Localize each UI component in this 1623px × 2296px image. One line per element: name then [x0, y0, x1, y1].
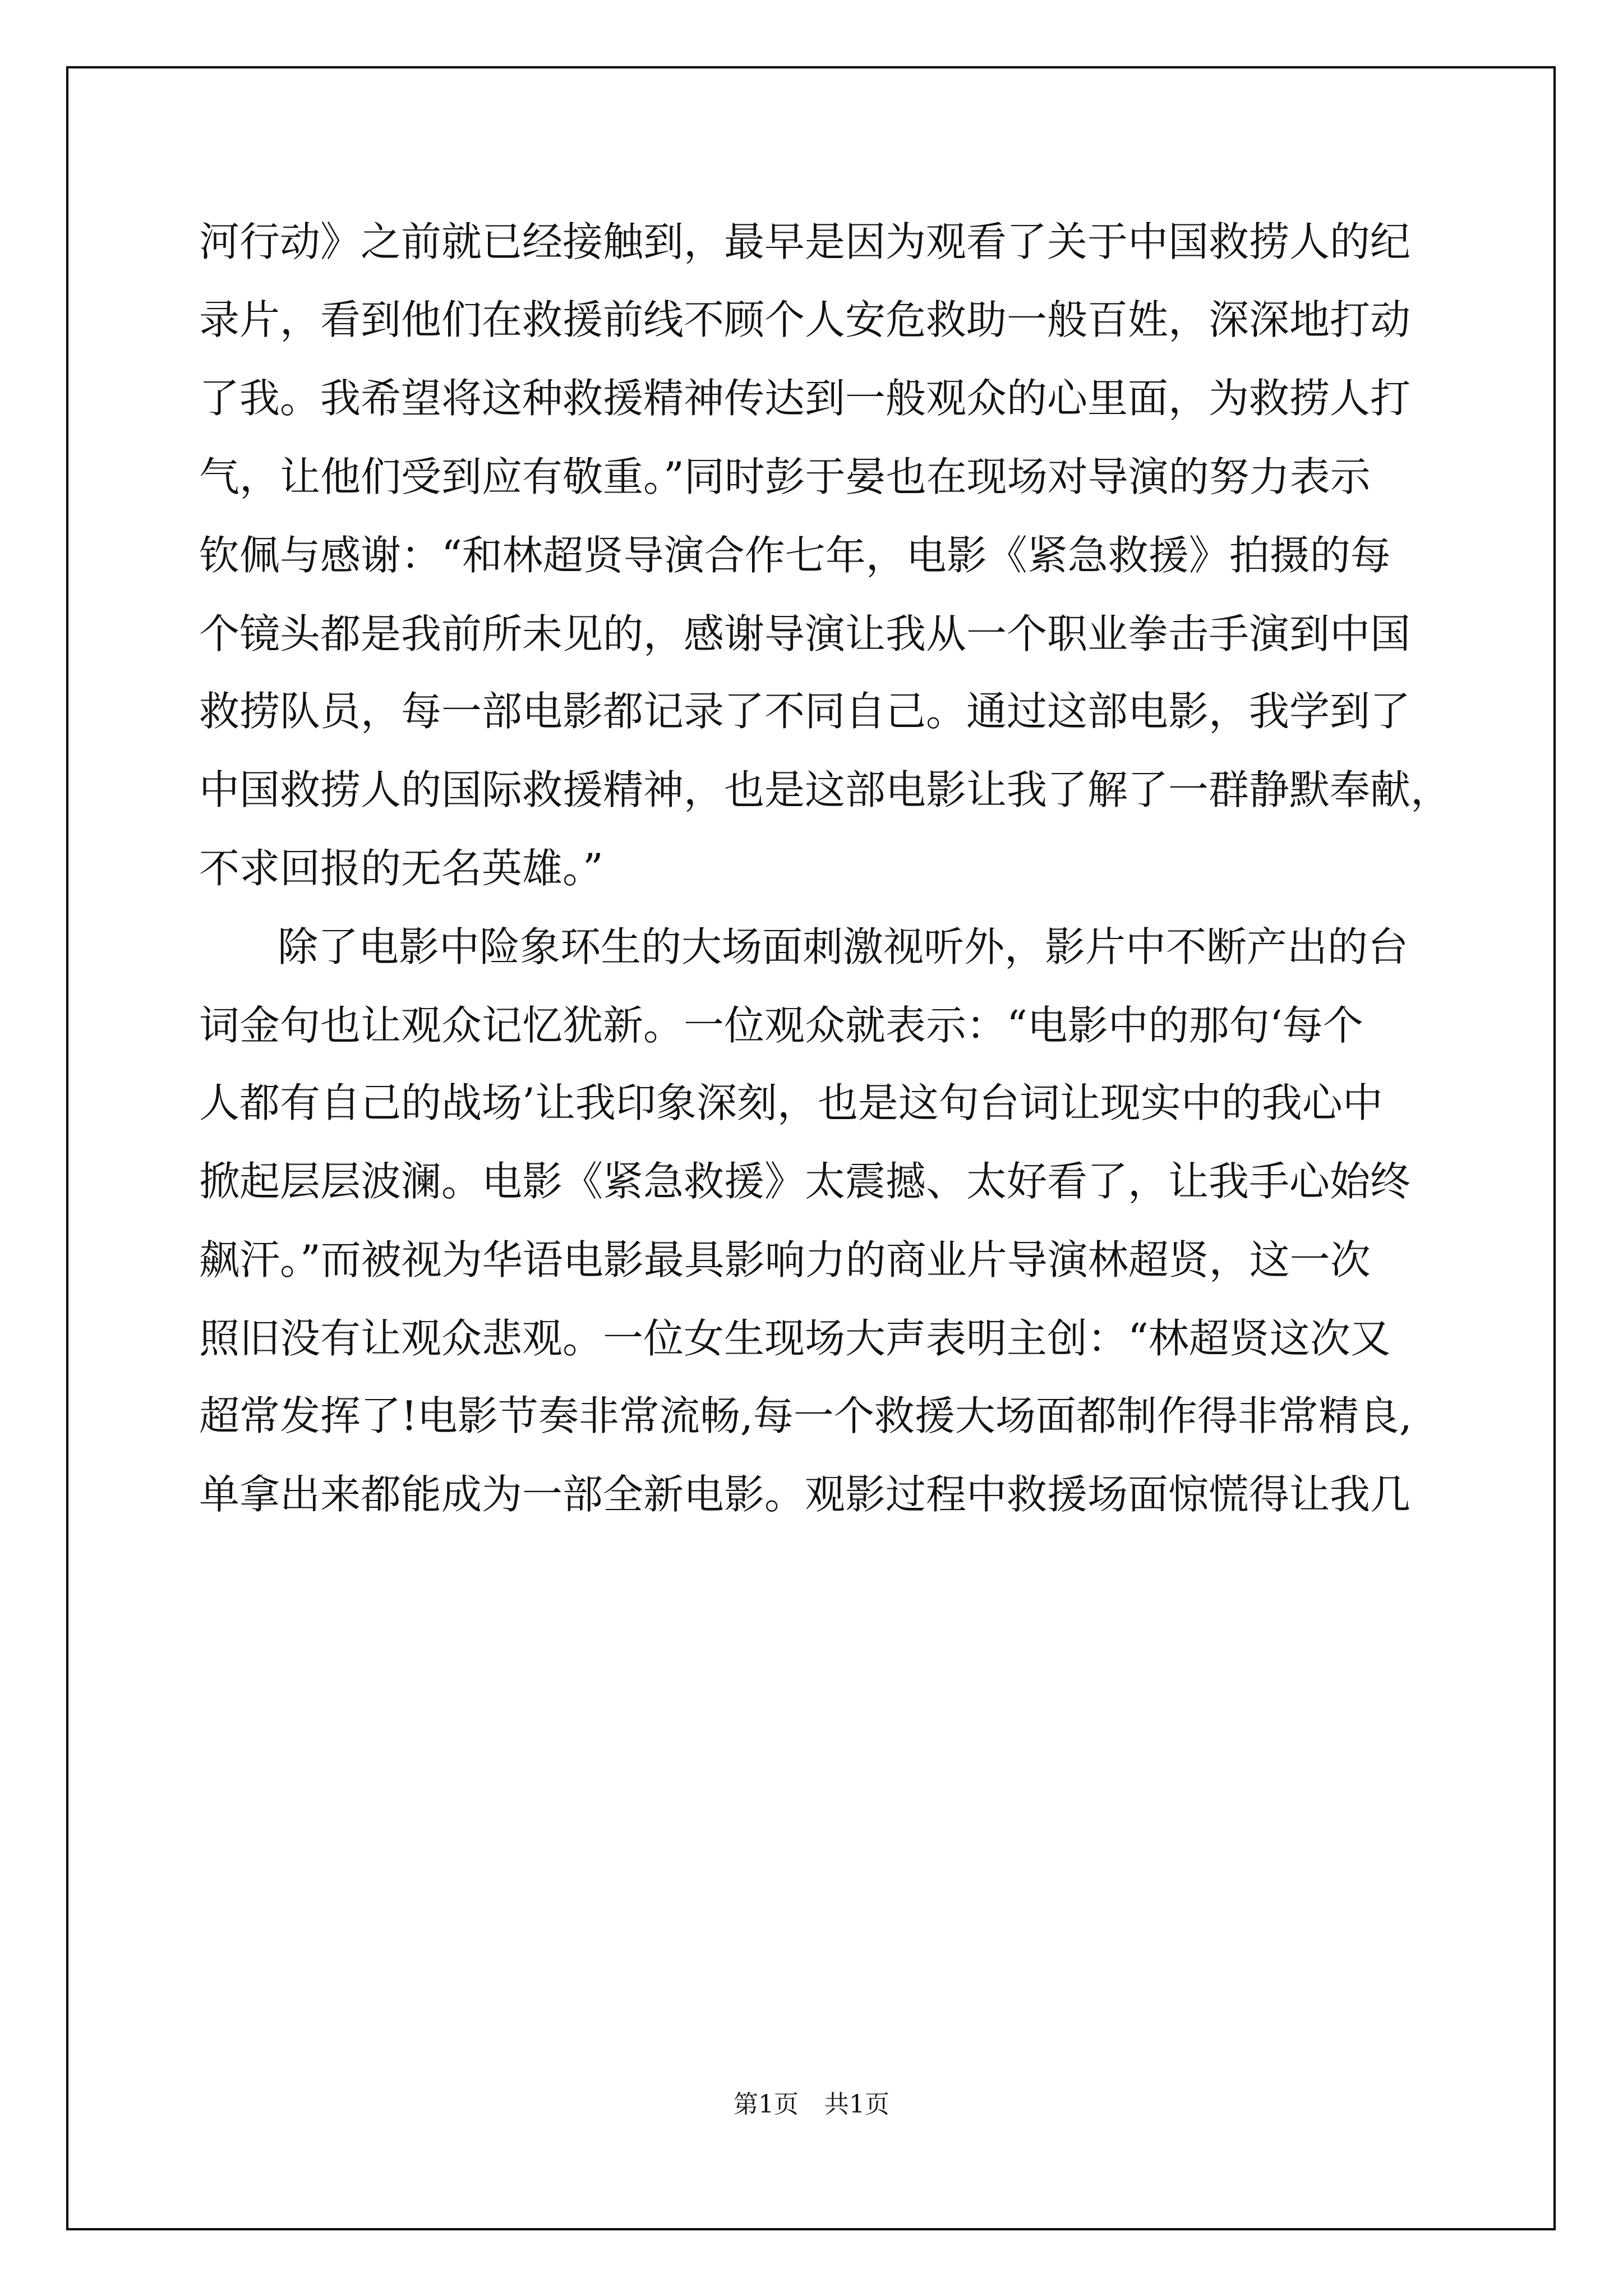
text-line: 不求回报的无名英雄。” [199, 845, 603, 892]
text-line: 中国救捞人的国际救援精神，也是这部电影让我了解了一群静默奉献， [199, 766, 1451, 813]
text-line: 气，让他们受到应有敬重。”同时彭于晏也在现场对导演的努力表示 [199, 453, 1371, 500]
text-line: 飙汗。”而被视为华语电影最具影响力的商业片导演林超贤，这一次 [199, 1236, 1371, 1283]
text-line: 钦佩与感谢：“和林超贤导演合作七年，电影《紧急救援》拍摄的每 [199, 532, 1391, 579]
text-line: 人都有自己的战场’让我印象深刻，也是这句台词让现实中的我心中 [199, 1079, 1383, 1126]
page-footer [0, 2088, 1623, 2122]
text-line: 了我。我希望将这种救援精神传达到一般观众的心里面，为救捞人打 [199, 375, 1411, 422]
text-line: 单拿出来都能成为一部全新电影。观影过程中救援场面惊慌得让我几 [199, 1471, 1411, 1518]
text-line: 河行动》之前就已经接触到，最早是因为观看了关于中国救捞人的纪 [199, 218, 1411, 265]
text-line: 录片，看到他们在救援前线不顾个人安危救助一般百姓，深深地打动 [199, 296, 1411, 343]
page-number: 第1页 [734, 2090, 799, 2119]
text-line: 照旧没有让观众悲观。一位女生现场大声表明主创：“林超贤这次又 [199, 1315, 1391, 1362]
text-line: 救捞队员，每一部电影都记录了不同自己。通过这部电影，我学到了 [199, 688, 1411, 735]
text-line: 掀起层层波澜。电影《紧急救援》太震撼、太好看了，让我手心始终 [199, 1158, 1411, 1205]
paragraph-first-line: 除了电影中险象环生的大场面刺激视听外，影片中不断产出的台 [278, 923, 1409, 970]
page-total: 共1页 [824, 2090, 889, 2119]
text-line: 超常发挥了!电影节奏非常流畅,每一个救援大场面都制作得非常精良, [199, 1392, 1412, 1439]
text-line: 词金句也让观众记忆犹新。一位观众就表示：“电影中的那句‘每个 [199, 1002, 1363, 1049]
text-line: 个镜头都是我前所未见的，感谢导演让我从一个职业拳击手演到中国 [199, 610, 1411, 657]
